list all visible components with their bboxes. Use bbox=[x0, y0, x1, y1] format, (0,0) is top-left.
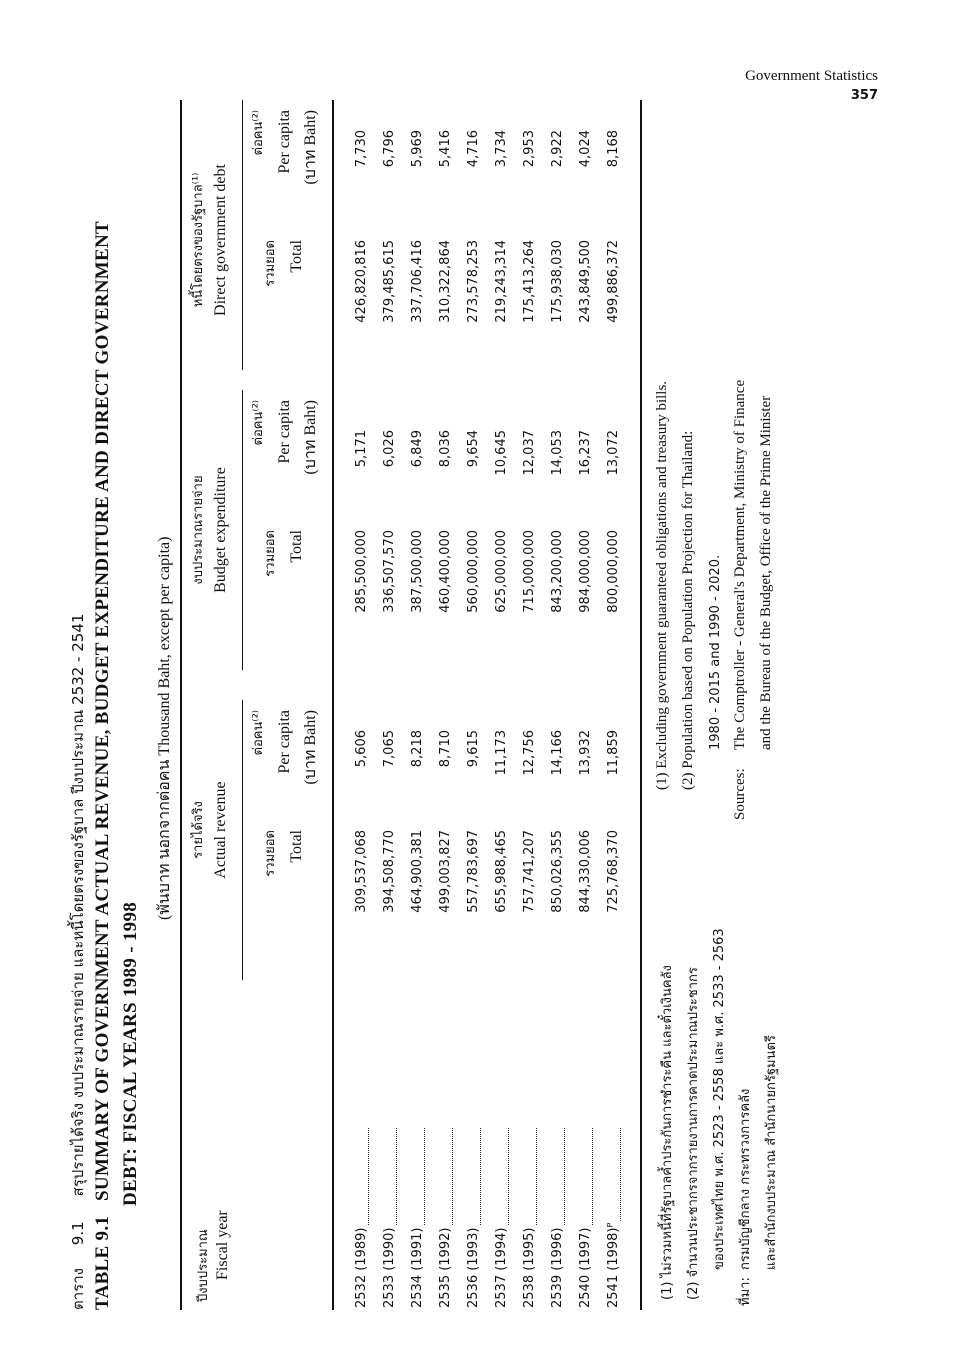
cell-budget-percap: 8,036 bbox=[438, 430, 453, 468]
cell-budget-percap: 5,171 bbox=[354, 430, 369, 468]
table-row bbox=[378, 100, 406, 1310]
cell-year: 2533 (1990) bbox=[382, 1227, 397, 1308]
title-thai bbox=[66, 614, 90, 1310]
colhdr-budget-total bbox=[258, 530, 310, 630]
table-row bbox=[518, 100, 546, 1310]
cell-revenue-percap: 11,859 bbox=[606, 730, 621, 776]
table-row bbox=[574, 100, 602, 1310]
header-budget-th: งบประมาณรายจ่าย bbox=[191, 475, 206, 585]
source-en-2: and the Bureau of the Budget, Office of the Prime Minister bbox=[758, 395, 774, 750]
cell-budget-percap: 12,037 bbox=[522, 430, 537, 476]
cell-debt-percap: 6,796 bbox=[382, 130, 397, 168]
cell-debt-percap: 5,969 bbox=[410, 130, 425, 168]
cell-debt-percap: 8,168 bbox=[606, 130, 621, 168]
cell-debt-percap: 3,734 bbox=[494, 130, 509, 168]
cell-debt-percap: 4,024 bbox=[578, 130, 593, 168]
cell-debt-total: 499,886,372 bbox=[606, 240, 621, 323]
colhdr-percap-th: ต่อคน⁽²⁾ bbox=[251, 400, 266, 446]
table-row bbox=[434, 100, 462, 1310]
footnote-en-2: (2) Population based on Population Projection for Thailand: bbox=[680, 430, 696, 790]
colhdr-percap-en: Per capita bbox=[276, 400, 293, 464]
footnote-th-1: (1) ไม่รวมหนี้ที่รัฐบาลค้ำประกันการชำระคืน และตั๋วเงินคลัง bbox=[660, 965, 675, 1300]
cell-year: 2537 (1994) bbox=[494, 1227, 509, 1308]
header-actual-revenue bbox=[188, 680, 232, 980]
cell-year: 2540 (1997) bbox=[578, 1227, 593, 1308]
cell-budget-total: 387,500,000 bbox=[410, 530, 425, 613]
colhdr-percap-unit: (บาท Baht) bbox=[302, 400, 319, 475]
cell-budget-total: 336,507,570 bbox=[382, 530, 397, 613]
cell-budget-percap: 6,026 bbox=[382, 430, 397, 468]
cell-budget-total: 800,000,000 bbox=[606, 530, 621, 613]
cell-budget-total: 625,000,000 bbox=[494, 530, 509, 613]
colhdr-total-th: รวมยอด bbox=[263, 530, 278, 577]
colhdr-revenue-total bbox=[258, 830, 310, 930]
cell-debt-total: 175,413,264 bbox=[522, 240, 537, 323]
title-thai-number: 9.1 bbox=[69, 1221, 87, 1246]
footnote-en-2b: 1980 - 2015 and 1990 - 2020. bbox=[708, 554, 723, 750]
cell-budget-total: 843,200,000 bbox=[550, 530, 565, 613]
header-revenue-en: Actual revenue bbox=[212, 781, 229, 879]
cell-budget-percap: 13,072 bbox=[606, 430, 621, 476]
header-fiscal-year-en: Fiscal year bbox=[214, 1210, 231, 1280]
running-head: Government Statistics bbox=[745, 68, 878, 84]
cell-revenue-total: 309,537,068 bbox=[354, 830, 369, 913]
title-thai-label: ตาราง bbox=[69, 1268, 87, 1310]
cell-revenue-percap: 14,166 bbox=[550, 730, 565, 776]
revenue-underline bbox=[242, 700, 243, 980]
unit-note: (พันบาท นอกจากต่อคน Thousand Baht, except per capita) bbox=[156, 536, 173, 920]
colhdr-debt-percap bbox=[246, 110, 324, 230]
cell-revenue-percap: 8,218 bbox=[410, 730, 425, 768]
colhdr-total-en: Total bbox=[288, 830, 305, 863]
title-english bbox=[92, 221, 114, 1310]
table-row bbox=[406, 100, 434, 1310]
cell-debt-percap: 2,953 bbox=[522, 130, 537, 168]
cell-revenue-percap: 13,932 bbox=[578, 730, 593, 776]
table-row bbox=[350, 100, 378, 1310]
header-debt-en: Direct government debt bbox=[212, 164, 229, 316]
cell-year: 2534 (1991) bbox=[410, 1227, 425, 1308]
cell-revenue-percap: 8,710 bbox=[438, 730, 453, 768]
cell-debt-total: 175,938,030 bbox=[550, 240, 565, 323]
cell-revenue-percap: 7,065 bbox=[382, 730, 397, 768]
cell-budget-total: 460,400,000 bbox=[438, 530, 453, 613]
cell-year: 2532 (1989) bbox=[354, 1227, 369, 1308]
colhdr-percap-th: ต่อคน⁽²⁾ bbox=[251, 710, 266, 756]
page-number: 357 bbox=[850, 88, 878, 103]
source-en-label: Sources: bbox=[732, 768, 748, 820]
colhdr-total-en: Total bbox=[288, 530, 305, 563]
cell-revenue-total: 757,741,207 bbox=[522, 830, 537, 913]
cell-debt-total: 426,820,816 bbox=[354, 240, 369, 323]
colhdr-percap-unit: (บาท Baht) bbox=[302, 110, 319, 185]
cell-debt-total: 310,322,864 bbox=[438, 240, 453, 323]
source-th-2: และสำนักงบประมาณ สำนักนายกรัฐมนตรี bbox=[764, 1035, 779, 1270]
colhdr-debt-total bbox=[258, 240, 310, 340]
cell-debt-total: 273,578,253 bbox=[466, 240, 481, 323]
colhdr-total-en: Total bbox=[288, 240, 305, 273]
header-bottom-rule bbox=[332, 100, 334, 1310]
table-row bbox=[462, 100, 490, 1310]
header-fiscal-year-th: ปีงบประมาณ bbox=[196, 1229, 211, 1302]
table-row bbox=[546, 100, 574, 1310]
cell-debt-percap: 2,922 bbox=[550, 130, 565, 168]
cell-budget-total: 715,000,000 bbox=[522, 530, 537, 613]
colhdr-percap-unit: (บาท Baht) bbox=[302, 710, 319, 785]
cell-year: 2541 (1998)ᴾ bbox=[606, 1222, 621, 1308]
title-en-label: TABLE 9.1 bbox=[92, 1215, 113, 1310]
cell-debt-percap: 7,730 bbox=[354, 130, 369, 168]
table-row bbox=[490, 100, 518, 1310]
header-debt-th: หนี้โดยตรงของรัฐบาล⁽¹⁾ bbox=[191, 172, 206, 308]
rotated-table-page bbox=[60, 80, 820, 1310]
cell-revenue-percap: 12,756 bbox=[522, 730, 537, 776]
cell-year: 2535 (1992) bbox=[438, 1227, 453, 1308]
title-english-line2: DEBT: FISCAL YEARS 1989 - 1998 bbox=[120, 901, 141, 1206]
cell-revenue-total: 725,768,370 bbox=[606, 830, 621, 913]
colhdr-percap-en: Per capita bbox=[276, 710, 293, 774]
cell-revenue-total: 464,900,381 bbox=[410, 830, 425, 913]
budget-underline bbox=[242, 390, 243, 670]
cell-year: 2536 (1993) bbox=[466, 1227, 481, 1308]
cell-budget-percap: 14,053 bbox=[550, 430, 565, 476]
cell-budget-total: 285,500,000 bbox=[354, 530, 369, 613]
title-en-line1: SUMMARY OF GOVERNMENT ACTUAL REVENUE, BUDGET EXPENDITURE AND DIRECT GOVERNMENT bbox=[92, 221, 113, 1201]
cell-revenue-total: 844,330,006 bbox=[578, 830, 593, 913]
source-en-1: The Comptroller - General's Department, Ministry of Finance bbox=[732, 379, 748, 750]
footnote-th-2b: ของประเทศไทย พ.ศ. 2523 - 2558 และ พ.ศ. 2533 - 2563 bbox=[712, 928, 727, 1270]
cell-budget-percap: 6,849 bbox=[410, 430, 425, 468]
cell-revenue-total: 655,988,465 bbox=[494, 830, 509, 913]
colhdr-budget-percap bbox=[246, 400, 324, 520]
source-th-1: กรมบัญชีกลาง กระทรวงการคลัง bbox=[738, 1088, 753, 1270]
cell-debt-total: 379,485,615 bbox=[382, 240, 397, 323]
cell-budget-total: 560,000,000 bbox=[466, 530, 481, 613]
cell-year: 2539 (1996) bbox=[550, 1227, 565, 1308]
cell-debt-percap: 4,716 bbox=[466, 130, 481, 168]
cell-budget-total: 984,000,000 bbox=[578, 530, 593, 613]
cell-revenue-percap: 11,173 bbox=[494, 730, 509, 776]
cell-debt-total: 243,849,500 bbox=[578, 240, 593, 323]
table-bottom-rule bbox=[640, 100, 642, 1310]
debt-underline bbox=[242, 100, 243, 370]
table-row bbox=[602, 100, 630, 1310]
colhdr-revenue-percap bbox=[246, 710, 324, 830]
cell-revenue-total: 850,026,355 bbox=[550, 830, 565, 913]
colhdr-percap-th: ต่อคน⁽²⁾ bbox=[251, 110, 266, 156]
header-budget-en: Budget expenditure bbox=[212, 467, 229, 593]
header-fiscal-year bbox=[192, 1229, 213, 1302]
cell-budget-percap: 16,237 bbox=[578, 430, 593, 476]
table-top-rule bbox=[180, 100, 182, 1310]
cell-revenue-total: 394,508,770 bbox=[382, 830, 397, 913]
cell-revenue-percap: 5,606 bbox=[354, 730, 369, 768]
colhdr-percap-en: Per capita bbox=[276, 110, 293, 174]
cell-revenue-total: 499,003,827 bbox=[438, 830, 453, 913]
cell-debt-percap: 5,416 bbox=[438, 130, 453, 168]
cell-debt-total: 219,243,314 bbox=[494, 240, 509, 323]
cell-revenue-total: 557,783,697 bbox=[466, 830, 481, 913]
source-th-label: ที่มา: bbox=[738, 1277, 753, 1306]
cell-budget-percap: 10,645 bbox=[494, 430, 509, 476]
header-budget-expenditure bbox=[188, 380, 232, 680]
colhdr-total-th: รวมยอด bbox=[263, 830, 278, 877]
title-thai-text: สรุปรายได้จริง งบประมาณรายจ่าย และหนี้โดยตรงของรัฐบาล ปีงบประมาณ 2532 - 2541 bbox=[69, 613, 87, 1197]
cell-revenue-percap: 9,615 bbox=[466, 730, 481, 768]
footnote-en-1: (1) Excluding government guaranteed obligations and treasury bills. bbox=[654, 380, 670, 790]
cell-debt-total: 337,706,416 bbox=[410, 240, 425, 323]
footnote-th-2: (2) จำนวนประชากรจากรายงานการคาดประมาณประชากร bbox=[686, 967, 701, 1300]
colhdr-total-th: รวมยอด bbox=[263, 240, 278, 287]
header-direct-debt bbox=[188, 100, 232, 380]
cell-year: 2538 (1995) bbox=[522, 1227, 537, 1308]
cell-budget-percap: 9,654 bbox=[466, 430, 481, 468]
header-revenue-th: รายได้จริง bbox=[191, 801, 206, 859]
